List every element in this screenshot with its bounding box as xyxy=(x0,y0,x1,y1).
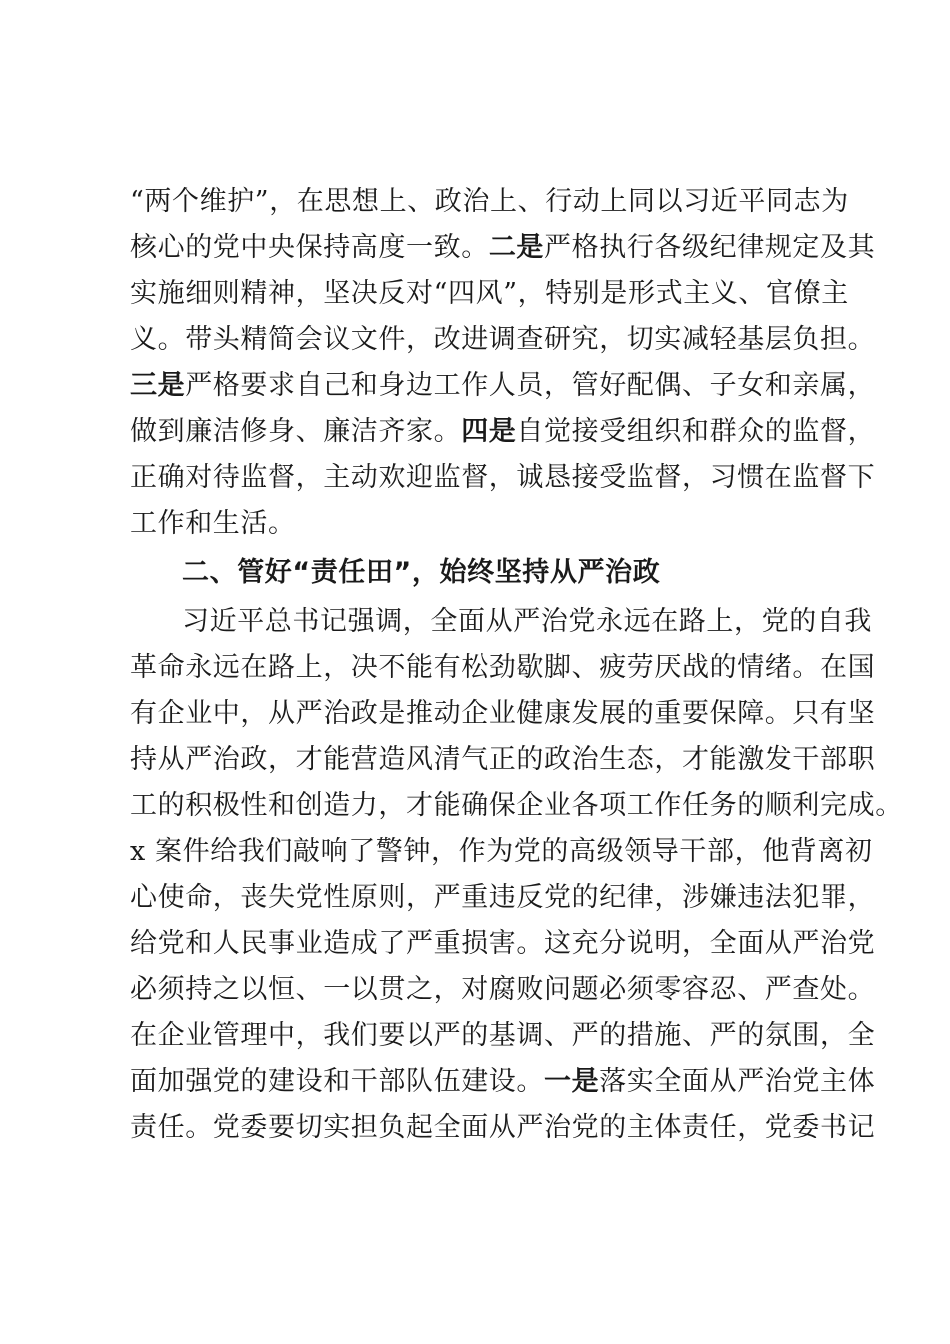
text-span: 必须持之以恒、一以贯之，对腐败问题必须零容忍、严查处。 xyxy=(130,974,876,1005)
text-line xyxy=(130,1060,875,1104)
text-span: 正确对待监督，主动欢迎监督，诚恳接受监督，习惯在监督下 xyxy=(130,462,876,493)
text-line xyxy=(130,784,903,828)
text-line xyxy=(130,180,849,224)
text-span: 持从严治政，才能营造风清气正的政治生态，才能激发干部职 xyxy=(130,744,876,775)
text-span: 严格执行各级纪律规定及其 xyxy=(544,232,876,263)
text-line xyxy=(130,502,296,546)
text-line xyxy=(130,410,875,454)
text-span: 做到廉洁修身、廉洁齐家。 xyxy=(130,416,462,447)
text-line xyxy=(130,646,875,690)
text-span: 工的积极性和创造力，才能确保企业各项工作任务的顺利完成。 xyxy=(130,790,903,821)
text-span: 心使命，丧失党性原则，严重违反党的纪律，涉嫌违法犯罪， xyxy=(130,882,876,913)
text-span: 义。带头精简会议文件，改进调查研究，切实减轻基层负担。 xyxy=(130,324,876,355)
text-line xyxy=(130,272,849,316)
text-span: 习近平总书记强调，全面从严治党永远在路上，党的自我 xyxy=(182,606,872,637)
text-line xyxy=(130,922,875,966)
text-line xyxy=(130,830,873,874)
text-line xyxy=(130,226,875,270)
text-span: 自觉接受组织和群众的监督， xyxy=(516,416,876,447)
text-span: “两个维护”，在思想上、政治上、行动上同以习近平同志为 xyxy=(130,186,849,217)
bold-marker: 三是 xyxy=(130,370,186,401)
text-span: 面加强党的建设和干部队伍建设。 xyxy=(130,1066,544,1097)
text-line xyxy=(130,1014,875,1058)
text-line xyxy=(130,364,875,408)
text-line xyxy=(130,318,875,362)
text-span: 在企业管理中，我们要以严的基调、严的措施、严的氛围，全 xyxy=(130,1020,876,1051)
text-span: 核心的党中央保持高度一致。 xyxy=(130,232,489,263)
section-heading: 二、管好“责任田”，始终坚持从严治政 xyxy=(182,557,661,588)
bold-marker: 二是 xyxy=(488,232,545,263)
text-span: 革命永远在路上，决不能有松劲歇脚、疲劳厌战的情绪。在国 xyxy=(130,652,876,683)
text-line xyxy=(130,738,875,782)
bold-marker: 一是 xyxy=(544,1066,600,1097)
text-line xyxy=(130,968,875,1012)
text-line xyxy=(130,1106,875,1150)
text-line xyxy=(130,456,875,500)
text-span: 工作和生活。 xyxy=(130,508,296,539)
text-span: 实施细则精神，坚决反对“四风”，特别是形式主义、官僚主 xyxy=(130,278,849,309)
text-span: 落实全面从严治党主体 xyxy=(599,1066,876,1097)
text-span: 给党和人民事业造成了严重损害。这充分说明，全面从严治党 xyxy=(130,928,876,959)
text-line xyxy=(130,692,875,736)
text-span: 有企业中，从严治政是推动企业健康发展的重要保障。只有坚 xyxy=(130,698,876,729)
text-span: x 案件给我们敲响了警钟，作为党的高级领导干部，他背离初 xyxy=(130,836,873,867)
text-line xyxy=(130,876,875,920)
text-span: 责任。党委要切实担负起全面从严治党的主体责任，党委书记 xyxy=(130,1112,876,1143)
bold-marker: 四是 xyxy=(461,416,517,447)
text-line xyxy=(182,600,872,644)
text-span: 严格要求自己和身边工作人员，管好配偶、子女和亲属， xyxy=(185,370,876,401)
